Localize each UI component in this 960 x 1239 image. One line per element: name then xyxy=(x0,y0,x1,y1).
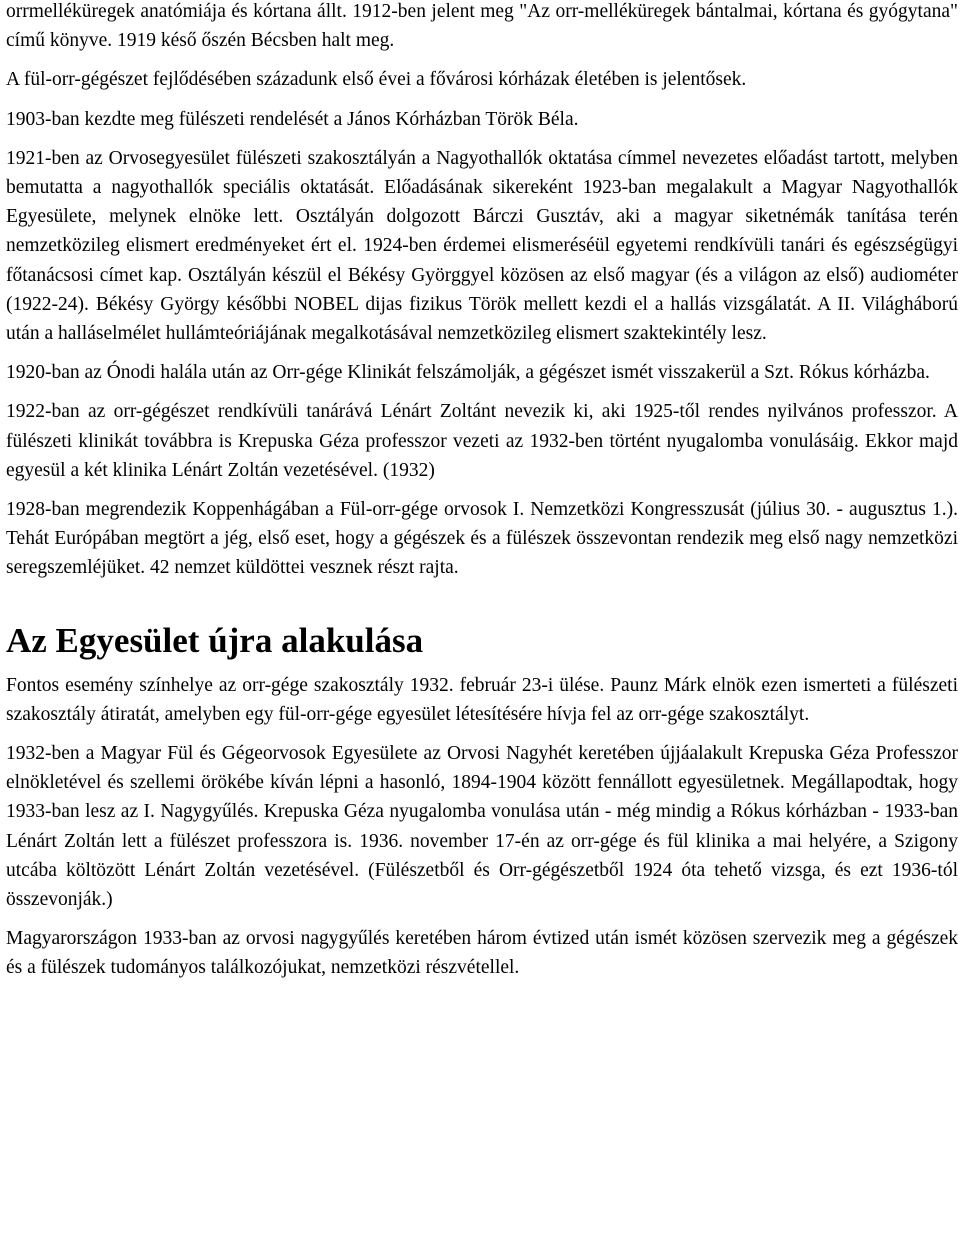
paragraph: 1920-ban az Ónodi halála után az Orr-gége Klinikát felszámolják, a gégészet ismét visszakerül a Szt. Rókus kórházba. xyxy=(6,362,930,384)
section-heading: Az Egyesület újra alakulása xyxy=(6,620,424,660)
paragraph: 1928-ban megrendezik Koppenhágában a Fül-orr-gége orvosok I. Nemzetközi Kongresszusát (július 30. - augusztus 1.). Tehát Európában megtört a jég, első eset, hogy a gégészek és a fülészek összevontan rendezik meg első nagy nemzetközi seregszemléjüket. 42 nemzet küldöttei vesznek részt rajta. xyxy=(6,499,958,579)
paragraph: A fül-orr-gégészet fejlődésében századunk első évei a fővárosi kórházak életében is jelentősek. xyxy=(6,69,747,91)
paragraph: Magyarországon 1933-ban az orvosi nagygyűlés keretében három évtized után ismét közösen szervezik meg a gégészek és a fülészek tudományos találkozójukat, nemzetközi részvétellel. xyxy=(6,928,958,979)
paragraph: 1922-ban az orr-gégészet rendkívüli tanárává Lénárt Zoltánt nevezik ki, aki 1925-től rendes nyilvános professzor. A fülészeti klinikát továbbra is Krepuska Géza professzor vezeti az 1932-ben történt nyugalomba vonulásáig. Ekkor majd egyesül a két klinika Lénárt Zoltán vezetésével. (1932) xyxy=(6,401,958,481)
paragraph: 1903-ban kezdte meg fülészeti rendelését a János Kórházban Török Béla. xyxy=(6,108,579,130)
paragraph: orrmelléküregek anatómiája és kórtana állt. 1912-ben jelent meg "Az orr-melléküregek bántalmai, kórtana és gyógytana" című könyve. 1919 késő őszén Bécsben halt meg. xyxy=(6,1,958,52)
paragraph: 1921-ben az Orvosegyesület fülészeti szakosztályán a Nagyothallók oktatása címmel nevezetes előadást tartott, melyben bemutatta a nagyothallók speciális oktatását. Előadásának sikereként 1923-ban megalakult a Magyar Nagyothallók Egyesülete, melynek elnöke lett. Osztályán dolgozott Bárczi Gusztáv, aki a magyar siketnémák tanítása terén nemzetközileg elismert eredményeket ért el. 1924-ben érdemei elismeréséül egyetemi rendkívüli tanári és egészségügyi főtanácsosi címet kap. Osztályán készül el Békésy Györggyel közösen az első magyar (és a világon az első) audiométer (1922-24). Békésy György későbbi NOBEL dijas fizikus Török mellett kezdi el a hallás vizsgálatát. A II. Világháború után a halláselmélet hullámteóriájának megalkotásával nemzetközileg elismert szaktekintély lesz. xyxy=(6,147,958,345)
paragraph: 1932-ben a Magyar Fül és Gégeorvosok Egyesülete az Orvosi Nagyhét keretében újjáalakult Krepuska Géza Professzor elnökletével és szellemi örökébe kíván lépni a hasonló, 1894-1904 között fennállott egyesületnek. Megállapodtak, hogy 1933-ban lesz az I. Nagygyűlés. Krepuska Géza nyugalomba vonulása után - még mindig a Rókus kórházban - 1933-ban Lénárt Zoltán lett a fülészet professzora is. 1936. november 17-én az orr-gége és fül klinika a mai helyére, a Szigony utcába költözött Lénárt Zoltán vezetésével. (Fülészetből és Orr-gégészetből 1924 óta tehető vizsga, és ezt 1936-tól összevonják.) xyxy=(6,743,958,911)
paragraph: Fontos esemény színhelye az orr-gége szakosztály 1932. február 23-i ülése. Paunz Márk elnök ezen ismerteti a fülészeti szakosztály átiratát, amelyben egy fül-orr-gége egyesület létesítésére hívja fel az orr-gége szakosztályt. xyxy=(6,674,958,725)
